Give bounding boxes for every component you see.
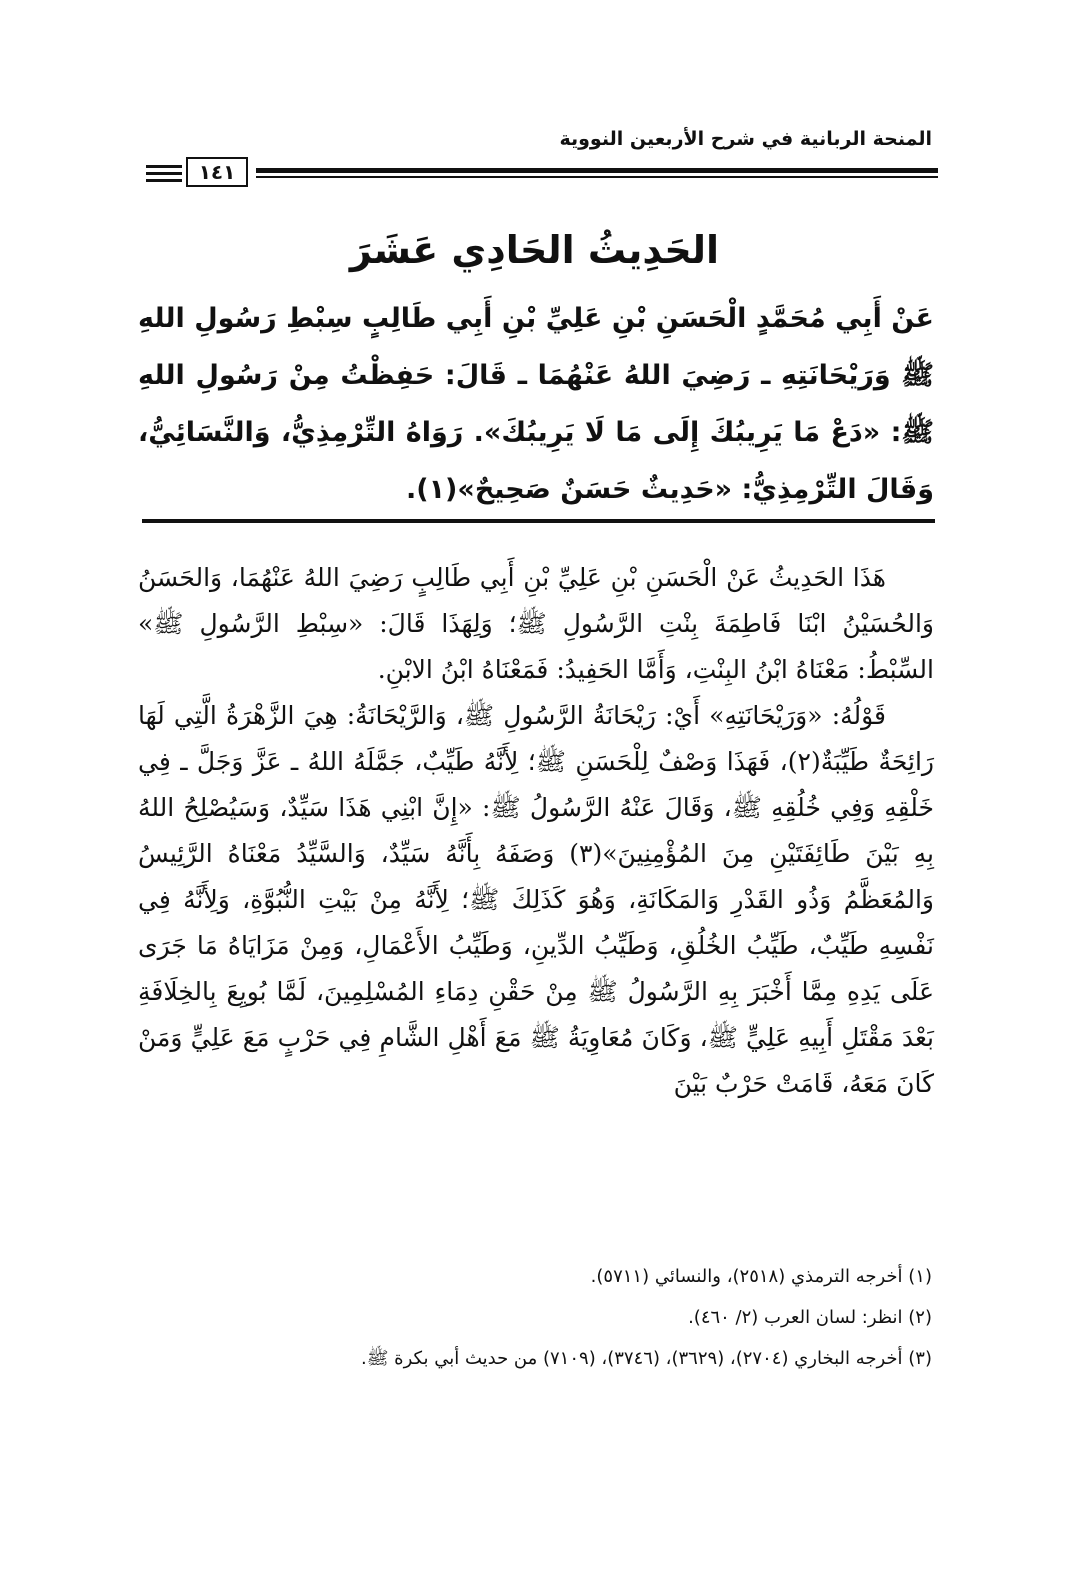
header-rule-thin bbox=[256, 176, 938, 178]
section-divider bbox=[142, 519, 935, 523]
header-rule bbox=[256, 168, 938, 173]
commentary-paragraph: هَذَا الحَدِيثُ عَنْ الْحَسَنِ بْنِ عَلِيِّ بْنِ أَبِي طَالِبٍ رَضِيَ اللهُ عَنْهُمَا، وَالحَسَنُ وَالحُسَيْنُ ابْنَا فَاطِمَةَ بِنْتِ الرَّسُولِ ﷺ؛ وَلِهَذَا قَالَ: «سِبْطِ الرَّسُولِ ﷺ» السِّبْطُ: مَعْنَاهُ ابْنُ البِنْتِ، وَأَمَّا الحَفِيدُ: فَمَعْنَاهُ ابْنُ الابْنِ. bbox=[138, 563, 934, 684]
hadith-title: الحَدِيثُ الحَادِي عَشَرَ bbox=[349, 228, 720, 272]
hadith-text: عَنْ أَبِي مُحَمَّدٍ الْحَسَنِ بْنِ عَلِيِّ بْنِ أَبِي طَالِبٍ سِبْطِ رَسُولِ اللهِ ﷺ وَرَيْحَانَتِهِ ـ رَضِيَ اللهُ عَنْهُمَا ـ قَالَ: حَفِظْتُ مِنْ رَسُولِ اللهِ ﷺ: «دَعْ مَا يَرِيبُكَ إِلَى مَا لَا يَرِيبُكَ». رَوَاهُ التِّرْمِذِيُّ، وَالنَّسَائِيُّ، وَقَالَ التِّرْمِذِيُّ: «حَدِيثٌ حَسَنٌ صَحِيحٌ»(١). bbox=[138, 303, 934, 505]
page-number-ornament bbox=[146, 172, 182, 175]
footnotes bbox=[300, 1256, 932, 1379]
commentary bbox=[138, 555, 934, 1107]
footnote: (١) أخرجه الترمذي (٢٥١٨)، والنسائي (٥٧١١). bbox=[590, 1266, 932, 1287]
page-number: ١٤١ bbox=[186, 157, 248, 187]
footnote: (٣) أخرجه البخاري (٢٧٠٤)، (٣٦٢٩)، (٣٧٤٦)، (٧١٠٩) من حديث أبي بكرة ﷺ. bbox=[360, 1348, 932, 1369]
commentary-paragraph: قَوْلُهُ: «وَرَيْحَانَتِهِ» أَيْ: رَيْحَانَةُ الرَّسُولِ ﷺ، وَالرَّيْحَانَةُ: هِيَ الزَّهْرَةُ الَّتِي لَهَا رَائِحَةٌ طَيِّبَةٌ(٢)، فَهَذَا وَصْفٌ لِلْحَسَنِ ﷺ؛ لِأَنَّهُ طَيِّبٌ، جَمَّلَهُ اللهُ ـ عَزَّ وَجَلَّ ـ فِي خَلْقِهِ وَفِي خُلُقِهِ ﷺ، وَقَالَ عَنْهُ الرَّسُولُ ﷺ: «إِنَّ ابْنِي هَذَا سَيِّدٌ، وَسَيُصْلِحُ اللهُ بِهِ بَيْنَ طَائِفَتَيْنِ مِنَ المُؤْمِنِينَ»(٣) وَصَفَهُ بِأَنَّهُ سَيِّدٌ، وَالسَّيِّدُ مَعْنَاهُ الرَّئِيسُ وَالمُعَظَّمُ وَذُو القَدْرِ وَالمَكَانَةِ، وَهُوَ كَذَلِكَ ﷺ؛ لِأَنَّهُ مِنْ بَيْتِ النُّبُوَّةِ، وَلِأَنَّهُ فِي نَفْسِهِ طَيِّبٌ، طَيِّبُ الخُلُقِ، وَطَيِّبُ الدِّينِ، وَطَيِّبُ الأَعْمَالِ، وَمِنْ مَزَايَاهُ مَا جَرَى عَلَى يَدِهِ مِمَّا أَخْبَرَ بِهِ الرَّسُولُ ﷺ مِنْ حَقْنِ دِمَاءِ المُسْلِمِينَ، لَمَّا بُويِعَ بِالخِلَافَةِ بَعْدَ مَقْتَلِ أَبِيهِ عَلِيٍّ ﷺ، وَكَانَ مُعَاوِيَةُ ﷺ مَعَ أَهْلِ الشَّامِ فِي حَرْبٍ مَعَ عَلِيٍّ وَمَنْ كَانَ مَعَهُ، قَامَتْ حَرْبٌ بَيْنَ bbox=[138, 701, 935, 1098]
footnote: (٢) انظر: لسان العرب (٢/ ٤٦٠). bbox=[688, 1307, 932, 1328]
page-number-ornament bbox=[146, 165, 182, 168]
running-header-title: المنحة الربانية في شرح الأربعين النووية bbox=[559, 128, 932, 150]
page-number-ornament bbox=[146, 179, 182, 182]
